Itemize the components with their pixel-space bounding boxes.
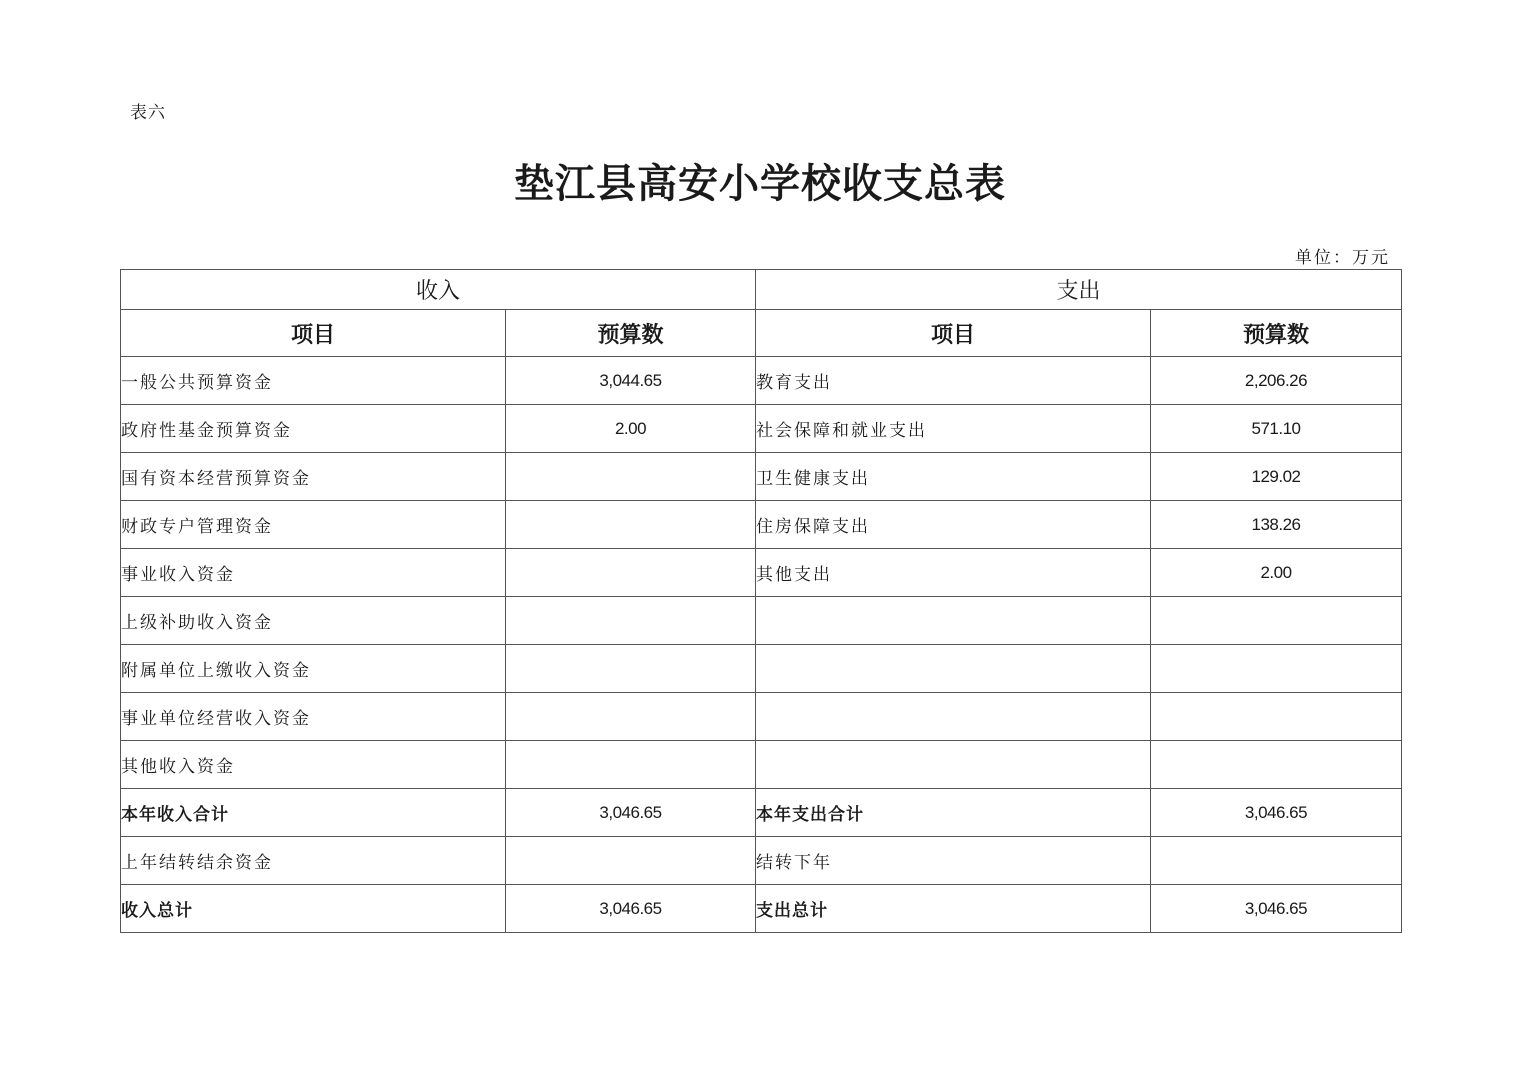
income-item-cell: 上级补助收入资金 xyxy=(121,597,506,645)
expense-value-cell xyxy=(1151,693,1402,741)
table-row xyxy=(121,645,1402,693)
table-row xyxy=(121,501,1402,549)
income-item-cell: 收入总计 xyxy=(121,885,506,933)
expense-value-cell xyxy=(1151,741,1402,789)
table-row xyxy=(121,453,1402,501)
expense-item-cell xyxy=(756,597,1151,645)
unit-label: 单位：万元 xyxy=(1295,248,1390,268)
income-item-cell: 国有资本经营预算资金 xyxy=(121,453,506,501)
table-row xyxy=(121,741,1402,789)
income-value-cell: 3,046.65 xyxy=(506,885,756,933)
expense-value-cell xyxy=(1151,837,1402,885)
table-row xyxy=(121,549,1402,597)
income-item-cell: 附属单位上缴收入资金 xyxy=(121,645,506,693)
expense-item-cell xyxy=(756,741,1151,789)
expense-value-cell: 138.26 xyxy=(1151,501,1402,549)
table-number-label: 表六 xyxy=(130,103,166,123)
income-value-cell xyxy=(506,837,756,885)
income-value-cell: 3,044.65 xyxy=(506,357,756,405)
income-budget-column-header: 预算数 xyxy=(506,310,756,357)
expense-value-cell xyxy=(1151,597,1402,645)
income-expense-summary-table xyxy=(120,269,1402,933)
expense-item-cell: 结转下年 xyxy=(756,837,1151,885)
income-value-cell xyxy=(506,741,756,789)
income-item-cell: 政府性基金预算资金 xyxy=(121,405,506,453)
income-value-cell xyxy=(506,645,756,693)
table-row xyxy=(121,837,1402,885)
expense-item-cell: 卫生健康支出 xyxy=(756,453,1151,501)
expense-value-cell: 129.02 xyxy=(1151,453,1402,501)
grand-total-row xyxy=(121,885,1402,933)
expense-item-cell: 教育支出 xyxy=(756,357,1151,405)
expense-value-cell: 3,046.65 xyxy=(1151,789,1402,837)
page-title: 垫江县高安小学校收支总表 xyxy=(514,160,1006,207)
income-item-cell: 上年结转结余资金 xyxy=(121,837,506,885)
income-value-cell xyxy=(506,501,756,549)
expense-item-cell: 支出总计 xyxy=(756,885,1151,933)
income-value-cell: 3,046.65 xyxy=(506,789,756,837)
expense-value-cell: 2,206.26 xyxy=(1151,357,1402,405)
expense-item-cell xyxy=(756,693,1151,741)
income-value-cell: 2.00 xyxy=(506,405,756,453)
expense-item-cell xyxy=(756,645,1151,693)
income-item-cell: 本年收入合计 xyxy=(121,789,506,837)
expense-budget-column-header: 预算数 xyxy=(1151,310,1402,357)
income-item-cell: 其他收入资金 xyxy=(121,741,506,789)
income-value-cell xyxy=(506,693,756,741)
expense-section-header: 支出 xyxy=(756,270,1402,310)
expense-value-cell: 3,046.65 xyxy=(1151,885,1402,933)
expense-item-column-header: 项目 xyxy=(756,310,1151,357)
table-row xyxy=(121,693,1402,741)
expense-item-cell: 社会保障和就业支出 xyxy=(756,405,1151,453)
column-header-row xyxy=(121,310,1402,357)
income-value-cell xyxy=(506,597,756,645)
income-value-cell xyxy=(506,453,756,501)
income-item-column-header: 项目 xyxy=(121,310,506,357)
table-row xyxy=(121,357,1402,405)
expense-item-cell: 住房保障支出 xyxy=(756,501,1151,549)
expense-item-cell: 本年支出合计 xyxy=(756,789,1151,837)
table-row xyxy=(121,405,1402,453)
section-header-row xyxy=(121,270,1402,310)
income-value-cell xyxy=(506,549,756,597)
table-row xyxy=(121,597,1402,645)
income-item-cell: 事业收入资金 xyxy=(121,549,506,597)
expense-value-cell: 2.00 xyxy=(1151,549,1402,597)
income-item-cell: 一般公共预算资金 xyxy=(121,357,506,405)
expense-value-cell xyxy=(1151,645,1402,693)
expense-item-cell: 其他支出 xyxy=(756,549,1151,597)
income-item-cell: 财政专户管理资金 xyxy=(121,501,506,549)
annual-total-row xyxy=(121,789,1402,837)
expense-value-cell: 571.10 xyxy=(1151,405,1402,453)
income-section-header: 收入 xyxy=(121,270,756,310)
income-item-cell: 事业单位经营收入资金 xyxy=(121,693,506,741)
